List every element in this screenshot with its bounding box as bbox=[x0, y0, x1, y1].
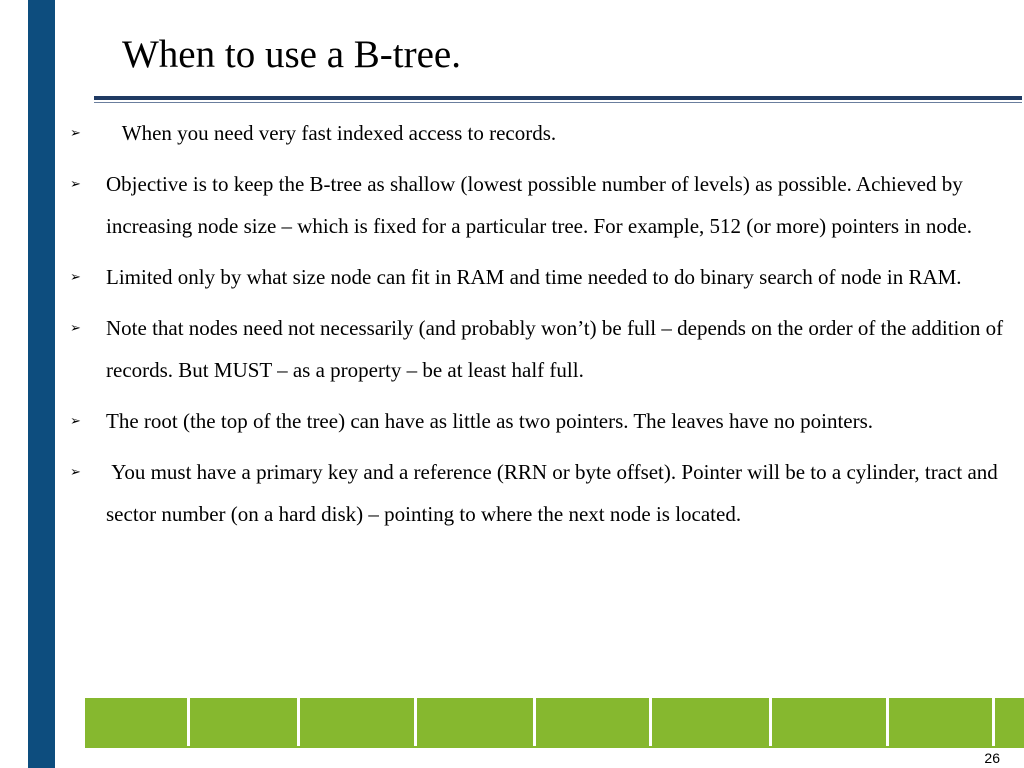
footer-band-gap bbox=[55, 698, 85, 746]
bullet-item bbox=[70, 112, 1020, 154]
footer-band-divider bbox=[187, 698, 190, 746]
footer-band-divider bbox=[297, 698, 300, 746]
left-accent-bar bbox=[28, 0, 55, 768]
bullet-item bbox=[70, 163, 1020, 247]
bullet-item bbox=[70, 307, 1020, 391]
arrow-bullet-icon: ➢ bbox=[70, 269, 81, 284]
arrow-bullet-icon: ➢ bbox=[70, 413, 81, 428]
slide-title: When to use a B-tree. bbox=[122, 33, 461, 76]
arrow-bullet-icon: ➢ bbox=[70, 320, 81, 335]
title-underline-thin bbox=[94, 102, 1022, 103]
footer-band-divider bbox=[769, 698, 772, 746]
footer-band-divider bbox=[533, 698, 536, 746]
bullet-item bbox=[70, 256, 1020, 298]
bullet-item bbox=[70, 451, 1020, 535]
arrow-bullet-icon: ➢ bbox=[70, 125, 81, 140]
footer-band-divider bbox=[649, 698, 652, 746]
footer-band-divider bbox=[992, 698, 995, 746]
page-number: 26 bbox=[984, 750, 1000, 766]
bullet-text: Limited only by what size node can fit in RAM and time needed to do binary search of node in RAM. bbox=[106, 265, 962, 289]
bullet-list bbox=[70, 112, 1020, 544]
bullet-item bbox=[70, 400, 1020, 442]
arrow-bullet-icon: ➢ bbox=[70, 176, 81, 191]
footer-band-divider bbox=[886, 698, 889, 746]
arrow-bullet-icon: ➢ bbox=[70, 464, 81, 479]
bullet-text: You must have a primary key and a reference (RRN or byte offset). Pointer will be to a cylinder, tract and sector number (on a hard disk) – pointing to where the next node is located. bbox=[106, 460, 1004, 526]
footer-band-line bbox=[85, 746, 1024, 748]
bullet-text: Objective is to keep the B-tree as shallow (lowest possible number of levels) as possible. Achieved by increasing node size – which is fixed for a particular tree. For example, 512 (or more) pointers in node. bbox=[106, 172, 972, 238]
footer-band-divider bbox=[414, 698, 417, 746]
bullet-text: When you need very fast indexed access to records. bbox=[106, 121, 557, 145]
bullet-text: Note that nodes need not necessarily (and probably won’t) be full – depends on the order of the addition of records. But MUST – as a property – be at least half full. bbox=[106, 316, 1009, 382]
bullet-text: The root (the top of the tree) can have as little as two pointers. The leaves have no pointers. bbox=[106, 409, 874, 433]
title-underline bbox=[94, 96, 1022, 100]
footer-band bbox=[55, 698, 1024, 746]
